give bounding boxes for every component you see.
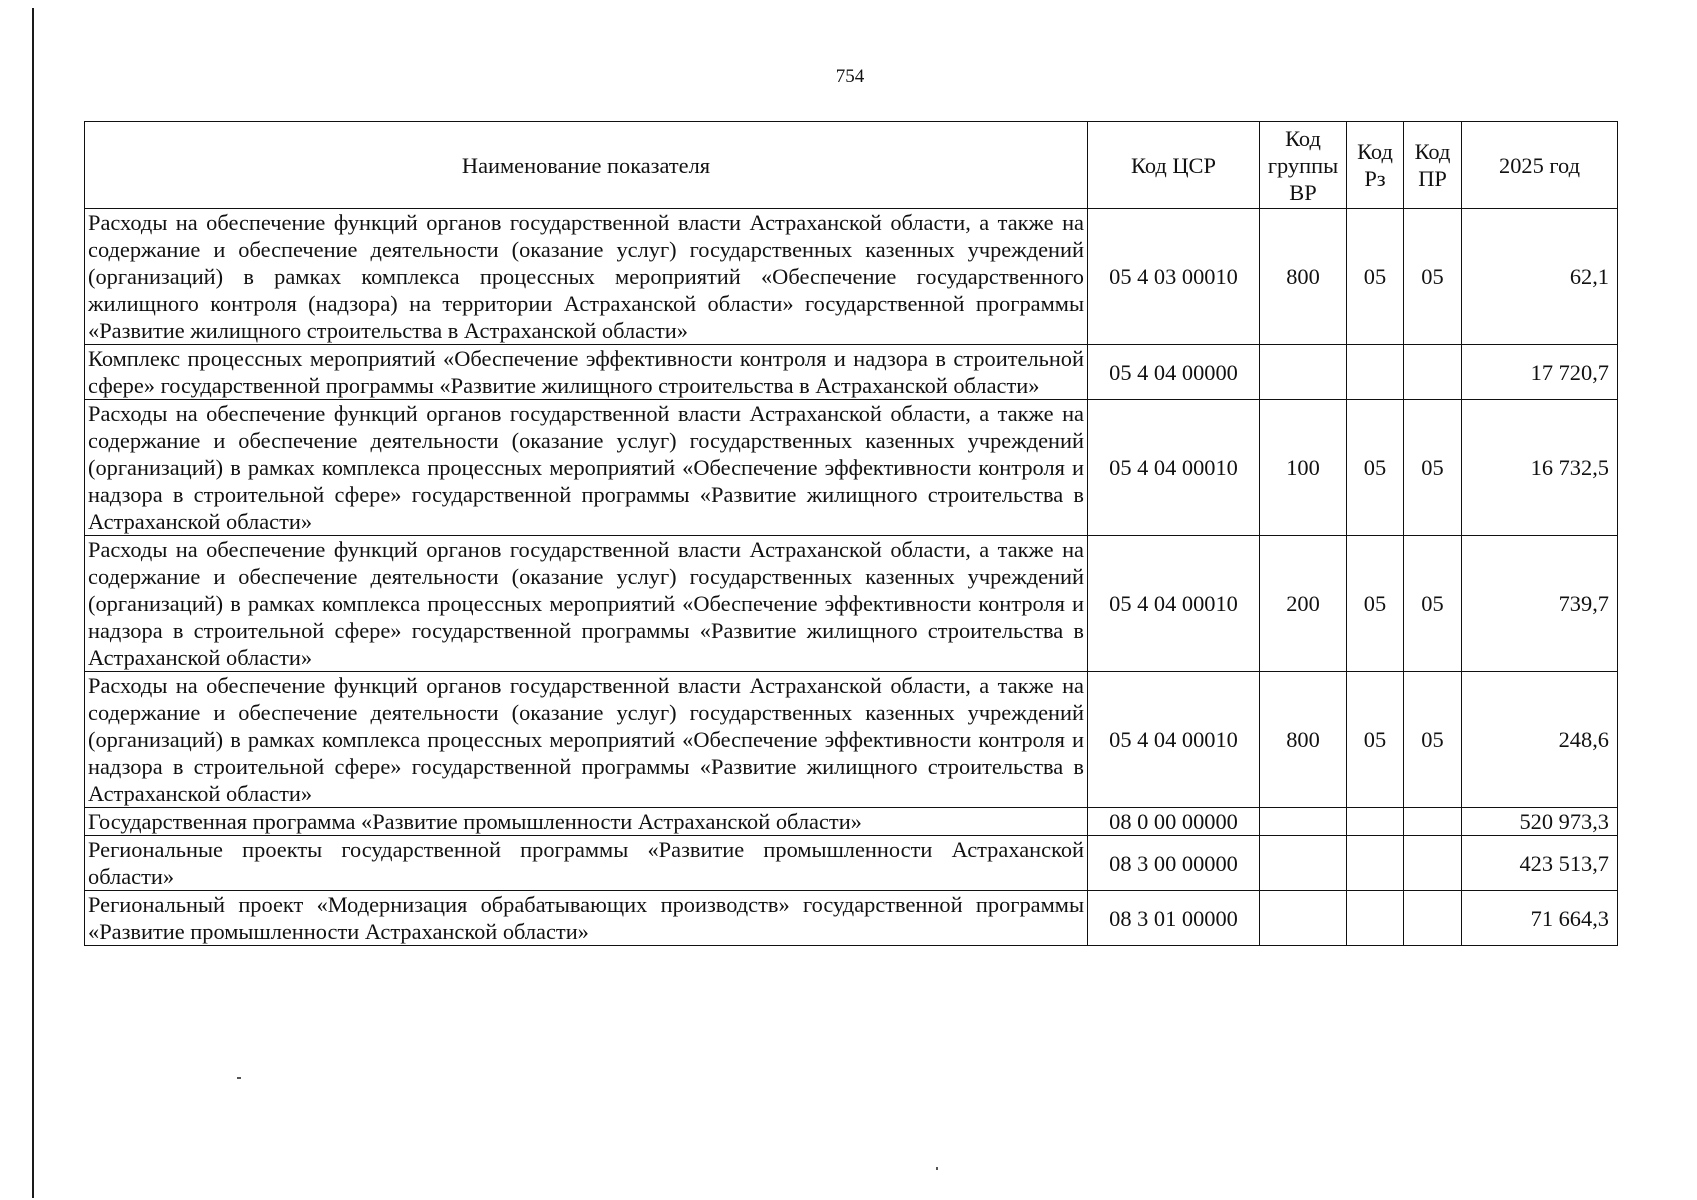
row-pr xyxy=(1404,891,1462,946)
row-vr xyxy=(1260,345,1347,400)
row-csr: 05 4 04 00010 xyxy=(1088,672,1260,808)
row-amount: 62,1 xyxy=(1462,209,1618,345)
row-name: Расходы на обеспечение функций органов государственной власти Астраханской области, а также на содержание и обеспечение деятельности (оказание услуг) государственных казенных учреждений (организаций) в рамках комплекса процессных мероприятий «Обеспечение эффективности контроля и надзора в строительной сфере» государственной программы «Развитие жилищного строительства в Астраханской области» xyxy=(85,536,1088,672)
row-csr: 08 3 00 00000 xyxy=(1088,836,1260,891)
row-amount: 423 513,7 xyxy=(1462,836,1618,891)
row-vr xyxy=(1260,891,1347,946)
table-row xyxy=(85,536,1618,672)
row-csr: 05 4 04 00010 xyxy=(1088,536,1260,672)
row-rz: 05 xyxy=(1347,209,1404,345)
row-name: Региональный проект «Модернизация обрабатывающих производств» государственной программы «Развитие промышленности Астраханской области» xyxy=(85,891,1088,946)
header-csr: Код ЦСР xyxy=(1088,122,1260,209)
row-csr: 05 4 04 00010 xyxy=(1088,400,1260,536)
table-header-row xyxy=(85,122,1618,209)
row-csr: 05 4 04 00000 xyxy=(1088,345,1260,400)
row-amount: 16 732,5 xyxy=(1462,400,1618,536)
header-year: 2025 год xyxy=(1462,122,1618,209)
scan-speck xyxy=(936,1167,938,1170)
header-rz: Код Рз xyxy=(1347,122,1404,209)
row-rz: 05 xyxy=(1347,400,1404,536)
row-rz xyxy=(1347,891,1404,946)
budget-table xyxy=(84,121,1618,946)
row-pr: 05 xyxy=(1404,400,1462,536)
table-row xyxy=(85,836,1618,891)
row-name: Расходы на обеспечение функций органов государственной власти Астраханской области, а также на содержание и обеспечение деятельности (оказание услуг) государственных казенных учреждений (организаций) в рамках комплекса процессных мероприятий «Обеспечение государственного жилищного контроля (надзора) на территории Астраханской области» государственной программы «Развитие жилищного строительства в Астраханской области» xyxy=(85,209,1088,345)
row-rz: 05 xyxy=(1347,536,1404,672)
row-pr: 05 xyxy=(1404,536,1462,672)
header-pr: Код ПР xyxy=(1404,122,1462,209)
row-vr xyxy=(1260,836,1347,891)
row-amount: 739,7 xyxy=(1462,536,1618,672)
row-amount: 17 720,7 xyxy=(1462,345,1618,400)
row-amount: 248,6 xyxy=(1462,672,1618,808)
row-pr: 05 xyxy=(1404,672,1462,808)
scan-speck xyxy=(237,1077,241,1079)
row-rz xyxy=(1347,808,1404,836)
row-name: Региональные проекты государственной программы «Развитие промышленности Астраханской области» xyxy=(85,836,1088,891)
header-name: Наименование показателя xyxy=(85,122,1088,209)
row-name: Расходы на обеспечение функций органов государственной власти Астраханской области, а также на содержание и обеспечение деятельности (оказание услуг) государственных казенных учреждений (организаций) в рамках комплекса процессных мероприятий «Обеспечение эффективности контроля и надзора в строительной сфере» государственной программы «Развитие жилищного строительства в Астраханской области» xyxy=(85,400,1088,536)
row-rz: 05 xyxy=(1347,672,1404,808)
table-row xyxy=(85,400,1618,536)
table-row xyxy=(85,808,1618,836)
table-row xyxy=(85,345,1618,400)
table-row xyxy=(85,209,1618,345)
row-pr: 05 xyxy=(1404,209,1462,345)
row-pr xyxy=(1404,808,1462,836)
table-row xyxy=(85,672,1618,808)
row-pr xyxy=(1404,345,1462,400)
row-amount: 71 664,3 xyxy=(1462,891,1618,946)
header-vr: Код группы ВР xyxy=(1260,122,1347,209)
row-vr xyxy=(1260,808,1347,836)
row-vr: 800 xyxy=(1260,672,1347,808)
row-vr: 100 xyxy=(1260,400,1347,536)
row-csr: 05 4 03 00010 xyxy=(1088,209,1260,345)
row-csr: 08 3 01 00000 xyxy=(1088,891,1260,946)
page-number: 754 xyxy=(835,66,865,87)
row-amount: 520 973,3 xyxy=(1462,808,1618,836)
row-vr: 800 xyxy=(1260,209,1347,345)
row-vr: 200 xyxy=(1260,536,1347,672)
row-rz xyxy=(1347,345,1404,400)
row-name: Комплекс процессных мероприятий «Обеспечение эффективности контроля и надзора в строительной сфере» государственной программы «Развитие жилищного строительства в Астраханской области» xyxy=(85,345,1088,400)
row-rz xyxy=(1347,836,1404,891)
row-name: Расходы на обеспечение функций органов государственной власти Астраханской области, а также на содержание и обеспечение деятельности (оказание услуг) государственных казенных учреждений (организаций) в рамках комплекса процессных мероприятий «Обеспечение эффективности контроля и надзора в строительной сфере» государственной программы «Развитие жилищного строительства в Астраханской области» xyxy=(85,672,1088,808)
binding-margin-line xyxy=(32,8,34,1198)
row-csr: 08 0 00 00000 xyxy=(1088,808,1260,836)
row-pr xyxy=(1404,836,1462,891)
table-row xyxy=(85,891,1618,946)
row-name: Государственная программа «Развитие промышленности Астраханской области» xyxy=(85,808,1088,836)
